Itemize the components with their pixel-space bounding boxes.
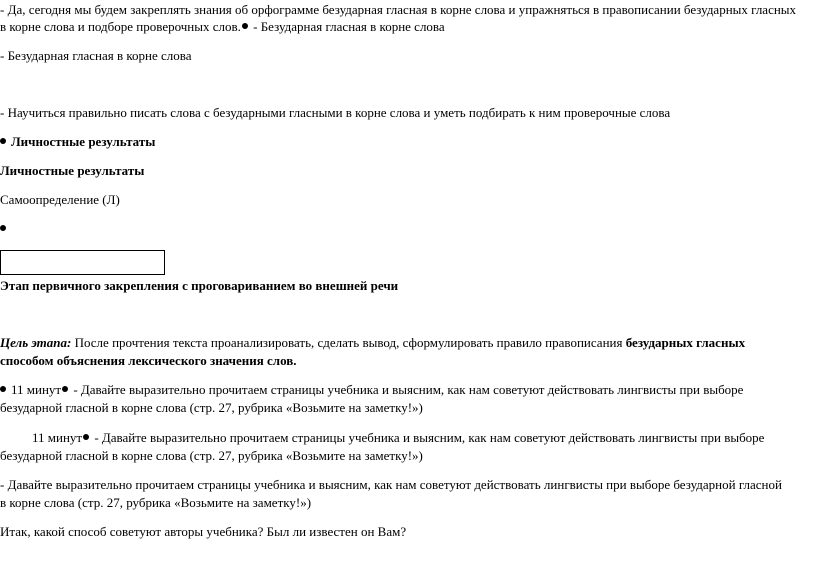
- intro-text-1: - Да, сегодня мы будем закреплять знания об орфограмме безударная гласная в корне слова и упражняться в правописании безударных гласных: [0, 2, 797, 17]
- question-text: Итак, какой способ советуют авторы учебника? Был ли известен он Вам?: [0, 524, 407, 539]
- block1-time: 11 минут: [11, 382, 62, 397]
- goal-text: - Научиться правильно писать слова с безударными гласными в корне слова и уметь подбирать к ним проверочные слова: [0, 105, 671, 120]
- stage-title: [0, 276, 398, 295]
- block1-line-1: [0, 380, 743, 399]
- bullet-icon: [0, 225, 6, 231]
- block3-line-1: [0, 475, 782, 494]
- personal-heading-text: Личностные результаты: [0, 163, 145, 178]
- block2-line-2: [0, 446, 423, 465]
- personal-item: [0, 190, 120, 209]
- block1-text-b: безударной гласной в корне слова (стр. 27, рубрика «Возьмите на заметку!»): [0, 400, 423, 415]
- personal-bullet-heading: [0, 132, 155, 151]
- intro-text-2b: - Безударная гласная в корне слова: [249, 19, 445, 34]
- stage-goal-text: После прочтения текста проанализировать, сделать вывод, сформулировать правило правописания: [71, 335, 626, 350]
- stage-goal-bold-b: способом объяснения лексического значения слов.: [0, 353, 297, 368]
- block3-text-a: - Давайте выразительно прочитаем страницы учебника и выясним, как нам советуют действовать лингвисты при выборе безударной гласной: [0, 477, 782, 492]
- bullet-icon: [62, 386, 68, 392]
- goal-line: [0, 103, 670, 122]
- topic-text: - Безударная гласная в корне слова: [0, 48, 192, 63]
- intro-text-2a: в корне слова и подборе проверочных слов.: [0, 19, 241, 34]
- stage-goal-line-2: [0, 351, 297, 370]
- bullet-icon: [0, 386, 6, 392]
- block3-text-b: в корне слова (стр. 27, рубрика «Возьмите на заметку!»): [0, 495, 312, 510]
- block2-time: 11 минут: [32, 430, 83, 445]
- personal-bullet-heading-text: Личностные результаты: [11, 134, 156, 149]
- stage-goal-bold-a: безударных гласных: [625, 335, 746, 350]
- block3-line-2: [0, 493, 311, 512]
- block1-text-a: - Давайте выразительно прочитаем страницы учебника и выясним, как нам советуют действовать лингвисты при выборе: [70, 382, 744, 397]
- block2-text-b: безударной гласной в корне слова (стр. 27, рубрика «Возьмите на заметку!»): [0, 448, 423, 463]
- topic-line: [0, 46, 192, 65]
- block2-text-a: - Давайте выразительно прочитаем страницы учебника и выясним, как нам советуют действовать лингвисты при выборе: [91, 430, 765, 445]
- empty-bullet-line: [0, 219, 6, 238]
- bullet-icon: [242, 23, 248, 29]
- empty-table-cell: [0, 250, 165, 275]
- bullet-icon: [83, 434, 89, 440]
- stage-goal-line-1: [0, 333, 745, 352]
- block2-line-1: [32, 428, 764, 447]
- bullet-icon: [0, 138, 6, 144]
- stage-title-text: Этап первичного закрепления с проговариванием во внешней речи: [0, 278, 399, 293]
- personal-heading: [0, 161, 144, 180]
- stage-goal-label: Цель этапа:: [0, 335, 72, 350]
- personal-item-text: Самоопределение (Л): [0, 192, 120, 207]
- question-line: [0, 522, 406, 541]
- block1-line-2: [0, 398, 423, 417]
- intro-line-2: [0, 17, 445, 36]
